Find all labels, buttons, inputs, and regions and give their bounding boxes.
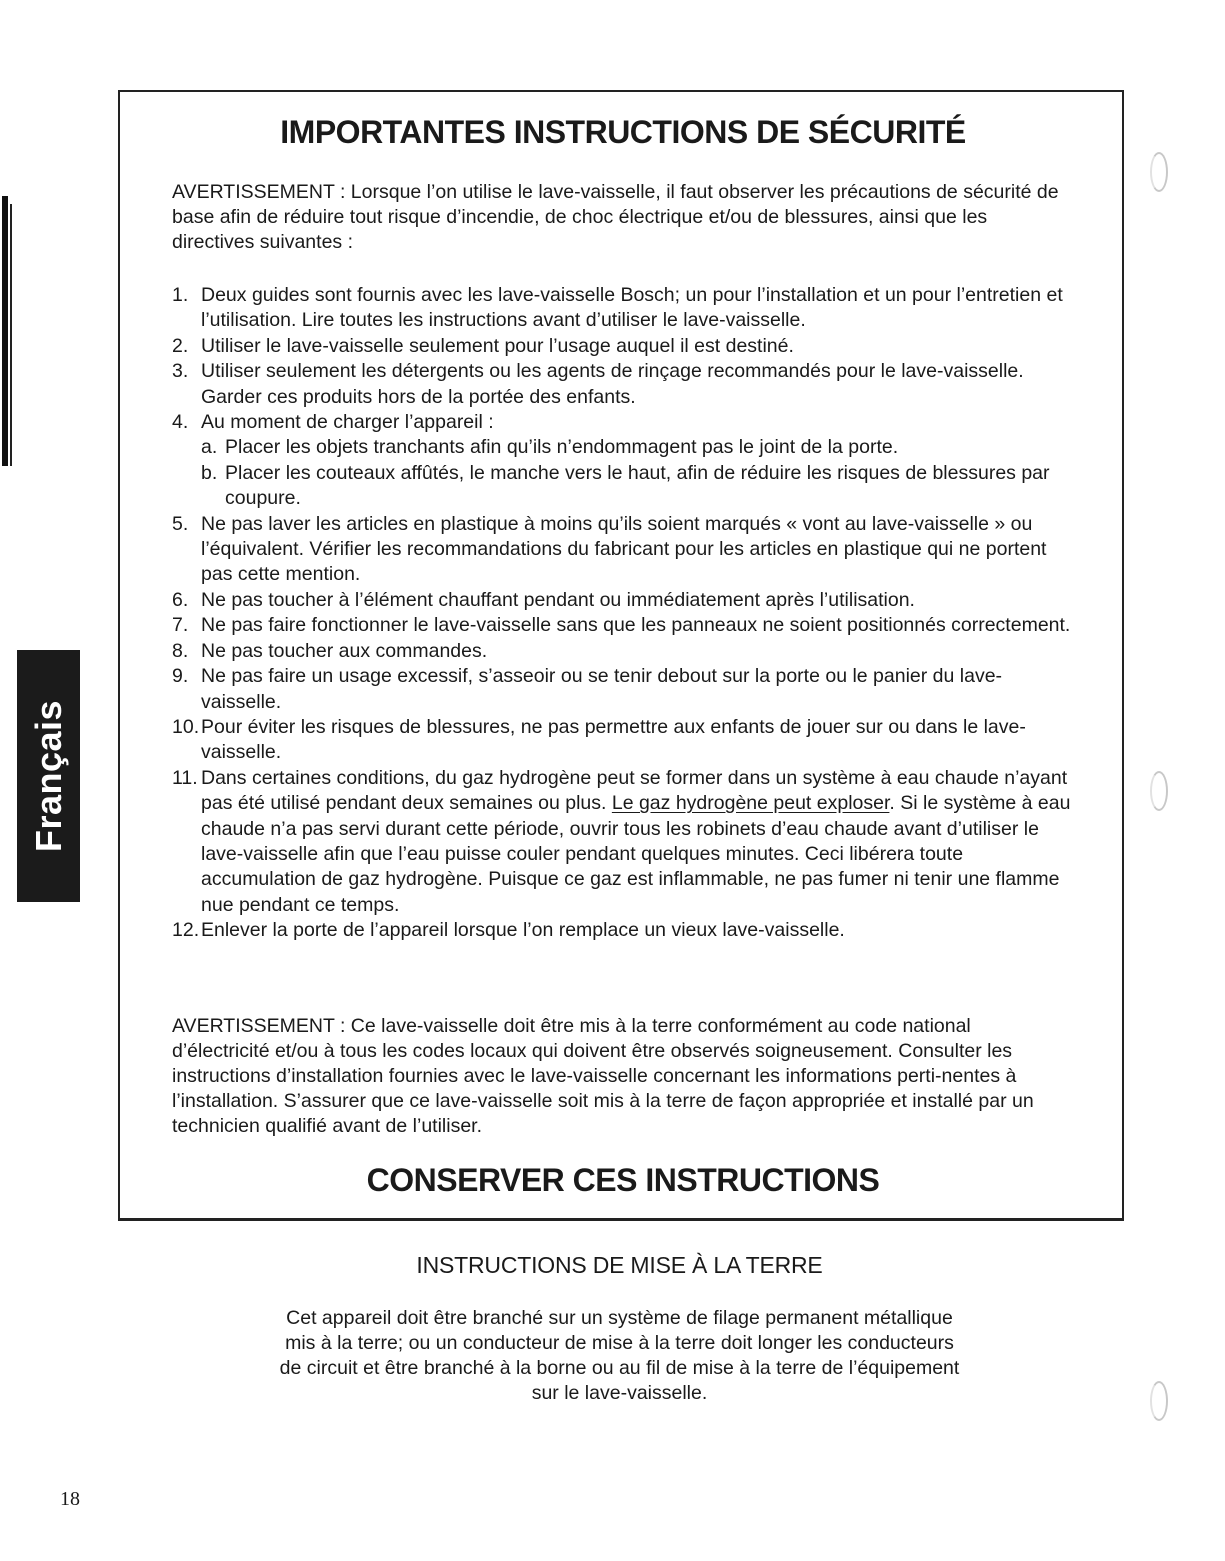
closing-title: CONSERVER CES INSTRUCTIONS bbox=[366, 1162, 880, 1198]
list-item: 8. Ne pas toucher aux commandes. bbox=[172, 639, 488, 662]
list-item: 11. Dans certaines conditions, du gaz hydrogène peut se former dans un système à eau chaude n’ayant pas été utilisé pendant deux semaines ou plus. Le gaz hydrogène peut exploser. Si le système à eau chaude n’a pas servi durant cette période, ouvrir tous les robinets d’eau chaude avant d’utiliser le lave-vaisselle afin que l’eau puisse couler pendant quelques minutes. Ceci libérera toute accumulation de gaz hydrogène. Puisque ce gaz est inflammable, ne pas fumer ni tenir une flamme nue pendant ce temps. bbox=[172, 766, 1071, 916]
punch-hole-mark bbox=[1150, 152, 1168, 192]
sub-list-item: a. Placer les objets tranchants afin qu’ils n’endommagent pas le joint de la porte. bbox=[201, 436, 899, 459]
grounding-section-body: Cet appareil doit être branché sur un système de filage permanent métallique mis à la terre; ou un conducteur de mise à la terre doit longer les conducteurs de circuit et être branché à la borne ou au fil de mise à la terre de l’équipement sur le lave-vaisselle. bbox=[279, 1307, 960, 1404]
list-item: 1. Deux guides sont fournis avec les lave-vaisselle Bosch; un pour l’installation et un pour l’entretien et l’utilisation. Lire toutes les instructions avant d’utiliser le lave-vaisselle. bbox=[172, 284, 1063, 332]
grounding-warning: AVERTISSEMENT : Ce lave-vaisselle doit être mis à la terre conformément au code national d’électricité et/ou à tous les codes locaux qui doivent être observés soigneusement. Consulter les instructions d’installation fournies avec le lave-vaisselle concernant les informations perti-nentes à l’installation. S’assurer que ce lave-vaisselle soit mis à la terre de façon appropriée et installé par un technicien qualifié avant de l’utiliser. bbox=[172, 1015, 1034, 1137]
list-item: 6. Ne pas toucher à l’élément chauffant pendant ou immédiatement après l’utilisation. bbox=[172, 588, 915, 611]
list-item: 4. Au moment de charger l’appareil : a. Placer les objets tranchants afin qu’ils n’endommagent pas le joint de la porte. b. Placer les couteaux affûtés, le manche vers le haut, afin de réduire les risques de blessures par coupure. bbox=[172, 410, 1072, 512]
safety-instructions-box bbox=[118, 90, 1124, 1221]
punch-hole-mark bbox=[1150, 771, 1168, 811]
safety-title: IMPORTANTES INSTRUCTIONS DE SÉCURITÉ bbox=[280, 114, 966, 150]
binder-edge-mark bbox=[10, 204, 12, 466]
list-item: 9. Ne pas faire un usage excessif, s’asseoir ou se tenir debout sur la porte ou le panier du lave-vaisselle. bbox=[172, 665, 1003, 713]
list-item: 5. Ne pas laver les articles en plastique à moins qu’ils soient marqués « vont au lave-vaisselle » ou l’équivalent. Vérifier les recommandations du fabricant pour les articles en plastique qui ne portent pas cette mention. bbox=[172, 512, 1047, 586]
binder-edge-mark bbox=[2, 196, 8, 466]
list-item: 3. Utiliser seulement les détergents ou les agents de rinçage recommandés pour le lave-vaisselle. Garder ces produits hors de la portée des enfants. bbox=[172, 360, 1024, 408]
sub-list-item: b. Placer les couteaux affûtés, le manche vers le haut, afin de réduire les risques de blessures par coupure. bbox=[201, 461, 1050, 510]
safety-list bbox=[172, 283, 1072, 944]
intro-warning: AVERTISSEMENT : Lorsque l’on utilise le lave-vaisselle, il faut observer les précautions de sécurité de base afin de réduire tout risque d’incendie, de choc électrique et/ou de blessures, ainsi que les directives suivantes : bbox=[172, 181, 1059, 253]
list-item: 2. Utiliser le lave-vaisselle seulement pour l’usage auquel il est destiné. bbox=[172, 334, 794, 357]
page-number: 18 bbox=[60, 1488, 80, 1510]
language-tab bbox=[17, 650, 80, 902]
list-item: 7. Ne pas faire fonctionner le lave-vaisselle sans que les panneaux ne soient positionnés correctement. bbox=[172, 614, 1071, 637]
list-item: 12. Enlever la porte de l’appareil lorsque l’on remplace un vieux lave-vaisselle. bbox=[172, 919, 845, 942]
grounding-section-title: INSTRUCTIONS DE MISE À LA TERRE bbox=[416, 1252, 823, 1278]
language-tab-label: Français bbox=[27, 699, 69, 853]
list-item: 10. Pour éviter les risques de blessures, ne pas permettre aux enfants de jouer sur ou dans le lave-vaisselle. bbox=[172, 715, 1026, 764]
hydrogen-warning-underline: Le gaz hydrogène peut exploser bbox=[611, 792, 890, 815]
